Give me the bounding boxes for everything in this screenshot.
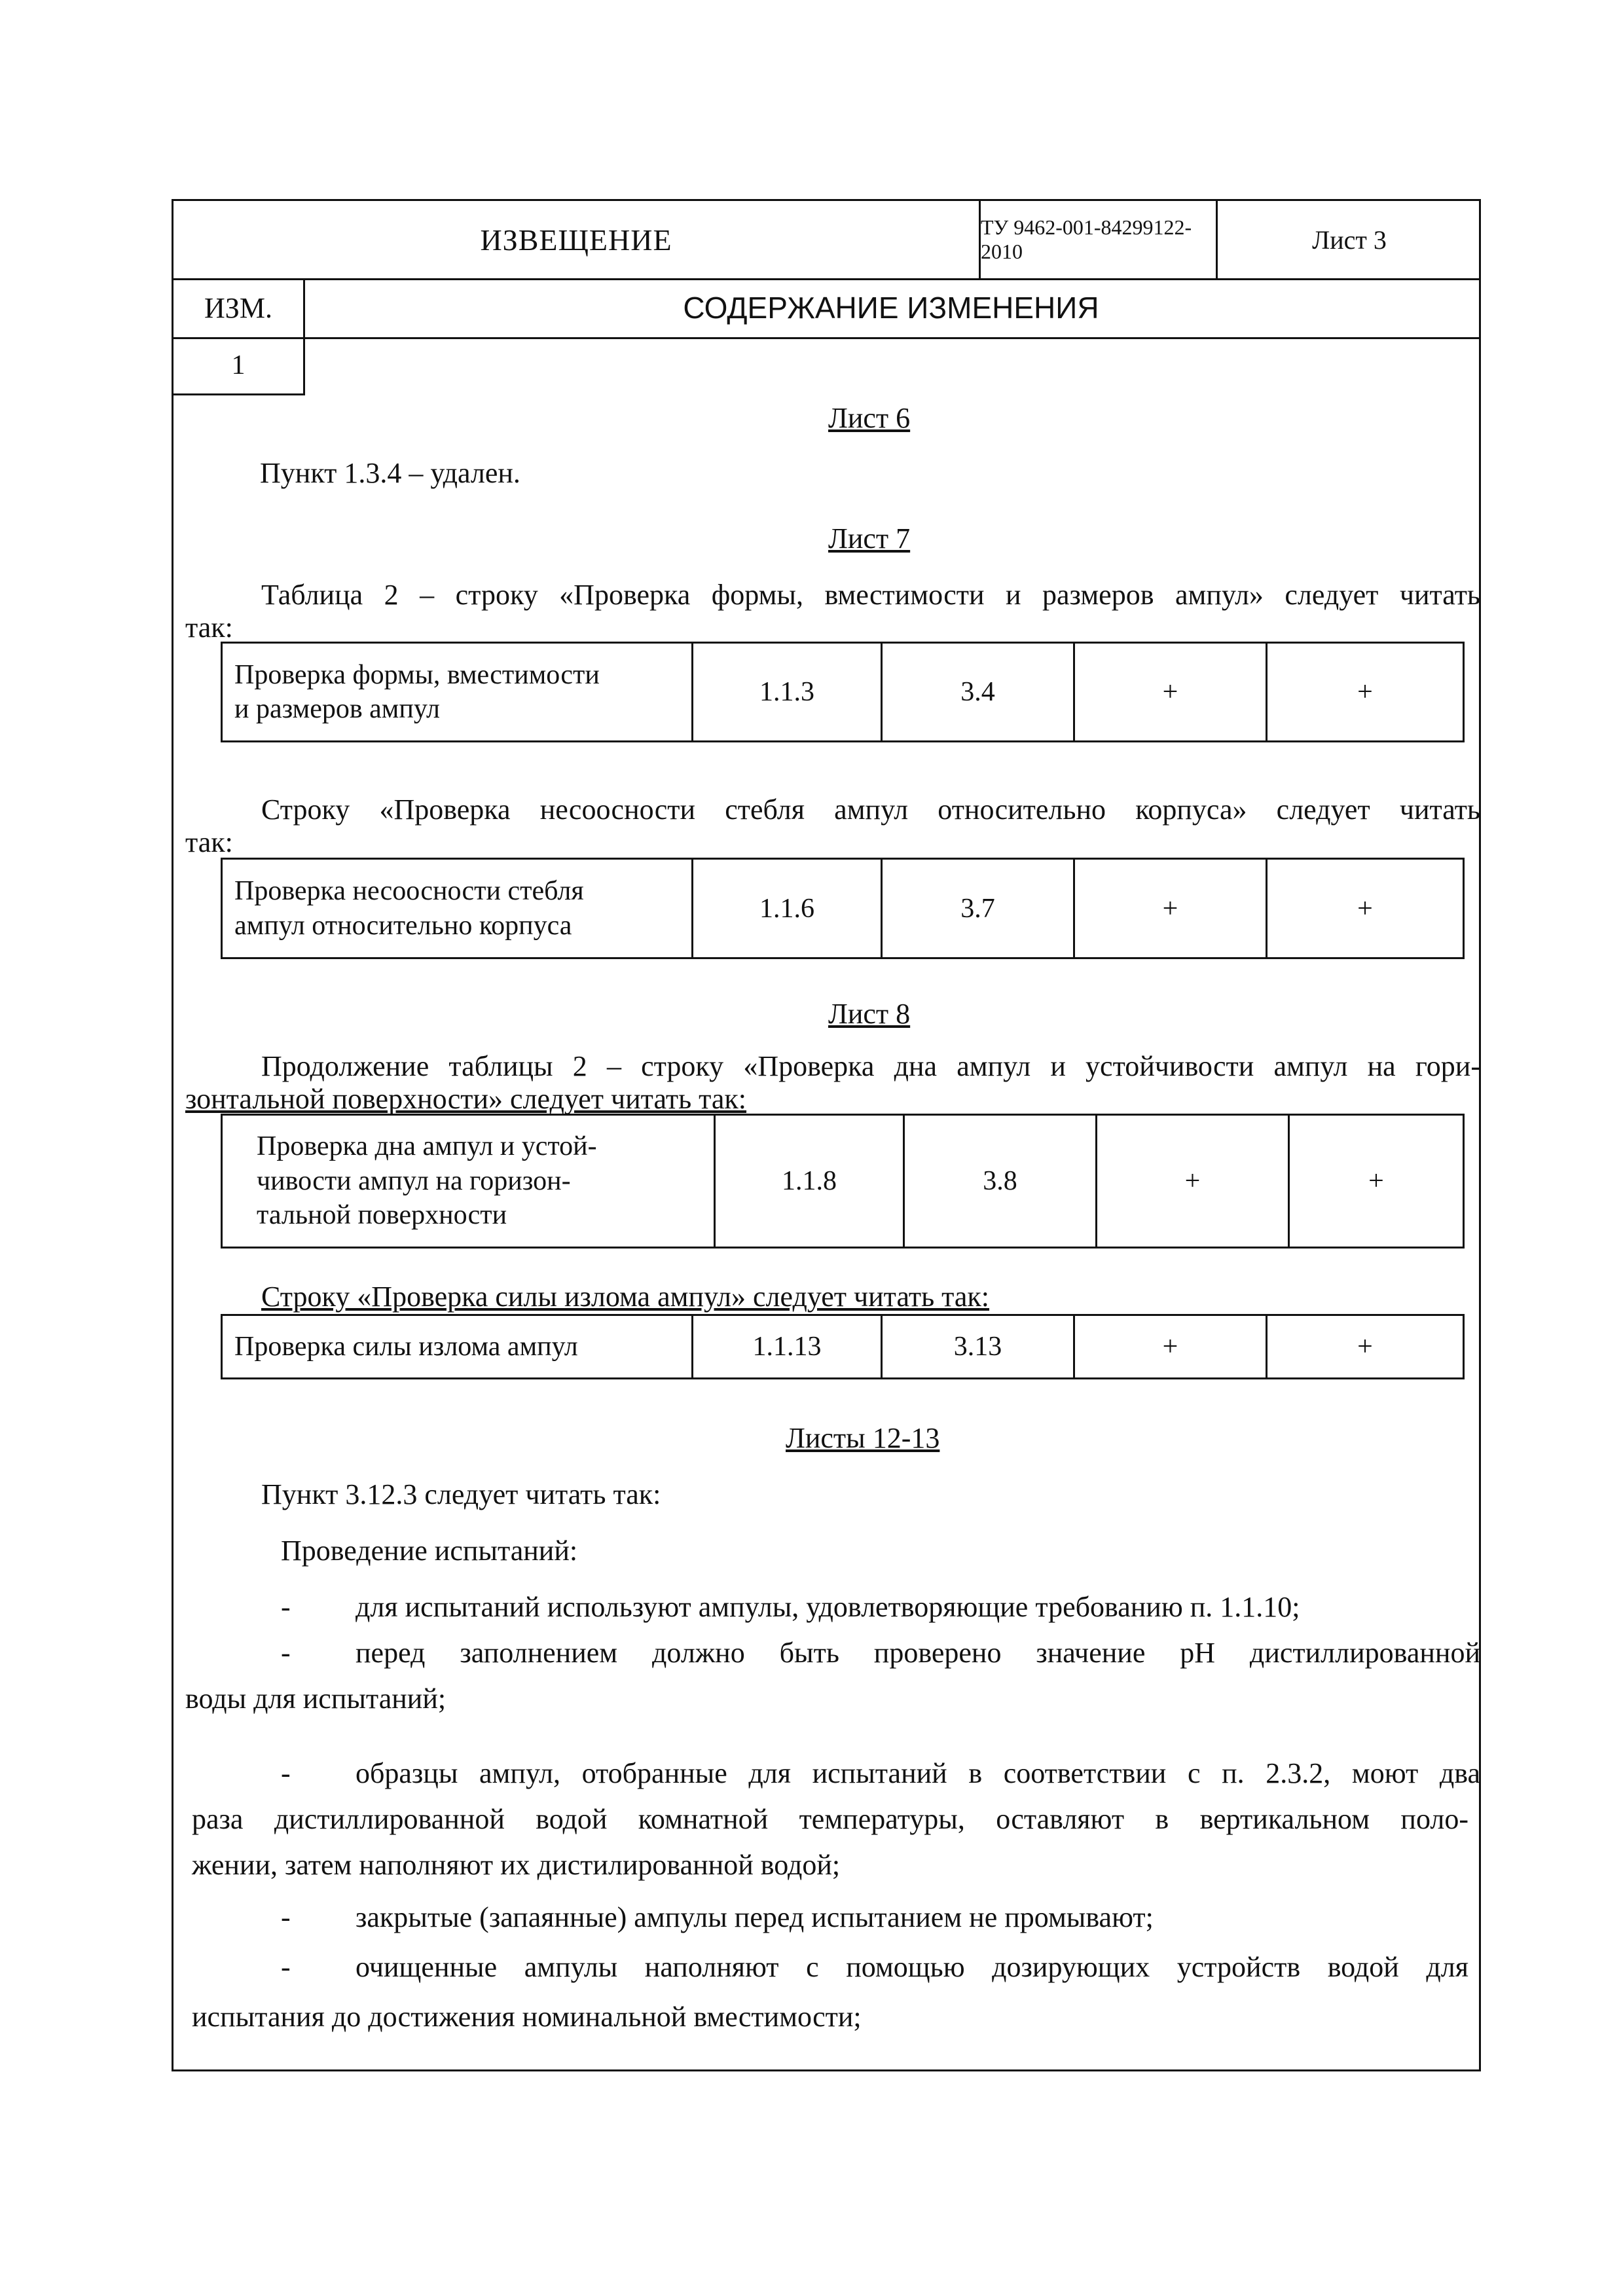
sheet12-13-heading: Листы 12-13 [786, 1422, 940, 1454]
item3-line1: образцы ампул, отобранные для испытаний в соответствии с п. 2.3.2, моют два [356, 1757, 1480, 1789]
sheet6-text: Пункт 1.3.4 – удален. [260, 457, 520, 489]
row-ref1: 1.1.3 [693, 643, 882, 742]
row-ref2: 3.13 [882, 1315, 1074, 1379]
izm-number: 1 [173, 337, 305, 395]
row-ref1: 1.1.6 [693, 859, 882, 958]
sheet8-table2 [221, 1314, 1465, 1379]
bullet-dash: - [281, 1951, 291, 1983]
sheet7-table1 [221, 642, 1465, 742]
bullet-dash: - [281, 1637, 291, 1669]
content-title: СОДЕРЖАНИЕ ИЗМЕНЕНИЯ [683, 291, 1099, 325]
row-name-cell [222, 1115, 715, 1248]
row-name-line2: ампул относительно корпуса [234, 910, 572, 941]
row-ref2: 3.4 [882, 643, 1074, 742]
row-check2: + [1267, 643, 1464, 742]
item1: для испытаний используют ампулы, удовлетворяющие требованию п. 1.1.10; [356, 1591, 1300, 1623]
sheet8-intro2: Строку «Проверка силы излома ампул» следует читать так: [261, 1281, 990, 1313]
item3-line3: жении, затем наполняют их дистилированной водой; [192, 1849, 841, 1881]
table-row [222, 643, 1464, 742]
sheet7-table2 [221, 858, 1465, 959]
sheet-cell [1196, 201, 1481, 278]
item5-line2: испытания до достижения номинальной вместимости; [192, 2001, 862, 2033]
item4: закрытые (запаянные) ампулы перед испытанием не промывают; [356, 1901, 1154, 1933]
sheet7-intro1-line2: так: [185, 611, 233, 644]
izm-label: ИЗМ. [173, 278, 305, 337]
row-name-line3: тальной поверхности [257, 1200, 507, 1231]
sheet12-13-subheading: Проведение испытаний: [281, 1535, 578, 1567]
sheet7-heading: Лист 7 [828, 522, 911, 555]
bullet-dash: - [281, 1757, 291, 1789]
row-name-cell [222, 859, 693, 958]
sheet6-heading: Лист 6 [828, 402, 911, 434]
row-check1: + [1074, 859, 1267, 958]
row-name-line1: Проверка несоосности стебля [234, 876, 584, 906]
sheet8-heading: Лист 8 [828, 998, 911, 1030]
document-number: ТУ 9462-001-84299122-2010 [979, 201, 1198, 278]
header-row [173, 201, 1479, 280]
sheet-number: Лист 3 [1216, 201, 1481, 278]
sheet12-13-intro: Пункт 3.12.3 следует читать так: [261, 1478, 661, 1510]
table-row [222, 859, 1464, 958]
notice-title: ИЗВЕЩЕНИЕ [480, 223, 672, 257]
bullet-dash: - [281, 1901, 291, 1933]
row-name-line2: и размеров ампул [234, 694, 440, 724]
row-check1: + [1097, 1115, 1289, 1248]
row-check1: + [1074, 1315, 1267, 1379]
row-check2: + [1289, 1115, 1464, 1248]
sheet8-table1 [221, 1114, 1465, 1248]
sheet8-intro1-line2: зонтальной поверхности» следует читать так: [185, 1083, 747, 1115]
row-check2: + [1267, 1315, 1464, 1379]
row-ref1: 1.1.13 [693, 1315, 882, 1379]
bullet-dash: - [281, 1591, 291, 1623]
row-name-line1: Проверка дна ампул и устой- [257, 1131, 597, 1162]
row-ref1: 1.1.8 [715, 1115, 904, 1248]
row-check2: + [1267, 859, 1464, 958]
row-ref2: 3.8 [904, 1115, 1097, 1248]
document-sheet [172, 199, 1481, 2071]
sheet7-intro2-line1: Строку «Проверка несоосности стебля ампул относительно корпуса» следует читать [261, 793, 1480, 826]
sheet7-intro2-line2: так: [185, 826, 233, 858]
item2-line2: воды для испытаний; [185, 1683, 447, 1715]
subheader-row [173, 278, 1479, 339]
table-row [222, 1315, 1464, 1379]
item2-line1: перед заполнением должно быть проверено значение pH дистиллированной [356, 1637, 1480, 1669]
row-check1: + [1074, 643, 1267, 742]
sheet8-intro1-line1: Продолжение таблицы 2 – строку «Проверка дна ампул и устойчивости ампул на гори- [261, 1050, 1480, 1082]
row-name-line1: Проверка формы, вместимости [234, 659, 600, 690]
row-name-line2: чивости ампул на горизон- [257, 1165, 571, 1196]
row-ref2: 3.7 [882, 859, 1074, 958]
row-name: Проверка силы излома ампул [222, 1315, 693, 1379]
item3-line2: раза дистиллированной водой комнатной температуры, оставляют в вертикальном поло- [192, 1803, 1468, 1835]
item5-line1: очищенные ампулы наполняют с помощью дозирующих устройств водой для [356, 1951, 1468, 1983]
table-row [222, 1115, 1464, 1248]
sheet7-intro1-line1: Таблица 2 – строку «Проверка формы, вместимости и размеров ампул» следует читать [261, 579, 1480, 611]
row-name-cell [222, 643, 693, 742]
